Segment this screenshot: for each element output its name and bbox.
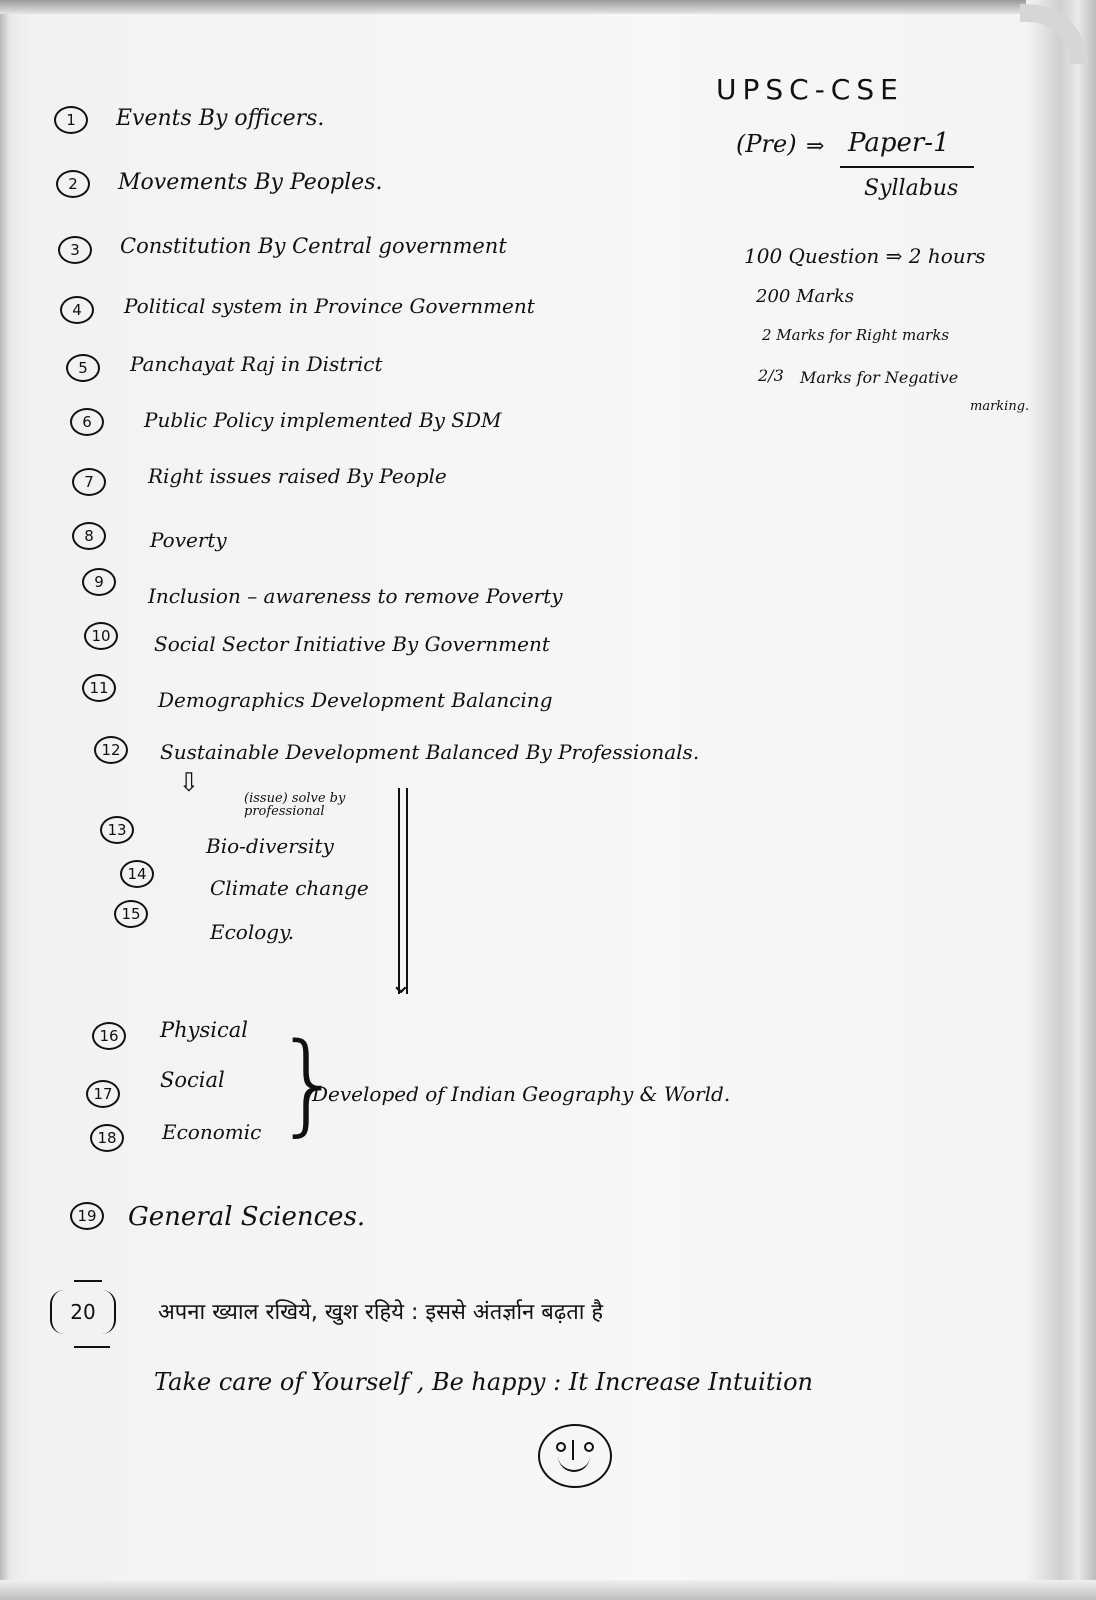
smiley-right-eye	[584, 1442, 594, 1452]
item-number: 17	[86, 1080, 120, 1108]
item-text: Social	[160, 1068, 225, 1092]
board-frame-bottom	[0, 1580, 1096, 1600]
item-number: 6	[70, 408, 104, 436]
item-text: Economic	[162, 1120, 262, 1144]
header-pre: (Pre)	[736, 130, 797, 158]
item-number: 13	[100, 816, 134, 844]
item-number: 4	[60, 296, 94, 324]
item-text: Movements By Peoples.	[118, 170, 383, 195]
item-text: Public Policy implemented By SDM	[144, 408, 502, 432]
item-text: Panchayat Raj in District	[130, 352, 383, 376]
smiley-face-icon	[538, 1424, 612, 1488]
header-arrow: ⇒	[806, 134, 825, 159]
item-number: 10	[84, 622, 118, 650]
item-text: Right issues raised By People	[148, 464, 447, 488]
item-number: 9	[82, 568, 116, 596]
long-arrow-line-2	[406, 788, 408, 994]
item-number: 8	[72, 522, 106, 550]
smiley-left-eye	[556, 1442, 566, 1452]
exam-negative-cont: marking.	[970, 399, 1030, 414]
item-20-bottom-mark	[74, 1346, 110, 1348]
item-text: Bio-diversity	[206, 834, 334, 858]
bracket-note: Developed of Indian Geography & World.	[312, 1082, 731, 1106]
item-number: 12	[94, 736, 128, 764]
item-number: 15	[114, 900, 148, 928]
down-arrow-icon: ⇩	[178, 768, 200, 798]
item-text: Poverty	[150, 528, 227, 552]
item-number: 14	[120, 860, 154, 888]
exam-questions: 100 Question ⇒ 2 hours	[744, 244, 986, 268]
long-arrow-line-1	[398, 788, 400, 994]
curly-bracket: }	[274, 1019, 344, 1147]
item-text: General Sciences.	[128, 1202, 366, 1232]
item-text: Inclusion – awareness to remove Poverty	[148, 584, 563, 608]
item-text: Constitution By Central government	[120, 234, 507, 258]
item-text: Social Sector Initiative By Government	[154, 632, 550, 656]
exam-negative: Marks for Negative	[800, 368, 959, 387]
item-number: 7	[72, 468, 106, 496]
item-number-20: 20	[50, 1290, 116, 1334]
item-number: 11	[82, 674, 116, 702]
item-number: 3	[58, 236, 92, 264]
exam-negative-fraction: 2/3	[758, 366, 784, 385]
item-20-top-mark	[74, 1280, 102, 1282]
exam-marks: 200 Marks	[756, 286, 854, 307]
issue-note: (issue) solve by professional	[244, 791, 346, 819]
item-number: 2	[56, 170, 90, 198]
item-number: 18	[90, 1124, 124, 1152]
paper-underline	[840, 166, 974, 168]
item-number: 19	[70, 1202, 104, 1230]
header-syllabus: Syllabus	[864, 176, 959, 201]
board-frame-right	[1026, 0, 1096, 1600]
item-text: Ecology.	[210, 920, 295, 944]
item-text: Demographics Development Balancing	[158, 688, 553, 712]
item-number: 1	[54, 106, 88, 134]
long-arrow-head-icon: ⌄	[390, 970, 412, 1000]
board-frame-top	[0, 0, 1096, 14]
exam-right-marks: 2 Marks for Right marks	[762, 326, 950, 344]
item-text: Climate change	[210, 876, 369, 900]
item-number: 16	[92, 1022, 126, 1050]
header-paper: Paper-1	[848, 128, 950, 158]
english-line: Take care of Yourself , Be happy : It Increase Intuition	[154, 1368, 814, 1396]
item-number: 5	[66, 354, 100, 382]
item-text: Political system in Province Government	[124, 294, 535, 318]
header-title: UPSC-CSE	[716, 73, 904, 106]
item-text: Physical	[160, 1018, 249, 1042]
hindi-line: अपना ख्याल रखिये, खुश रहिये : इससे अंतर्ज्ञान बढ़ता है	[158, 1300, 604, 1325]
smiley-mouth	[558, 1454, 590, 1472]
item-text: Sustainable Development Balanced By Professionals.	[160, 740, 700, 764]
item-text: Events By officers.	[116, 106, 325, 131]
